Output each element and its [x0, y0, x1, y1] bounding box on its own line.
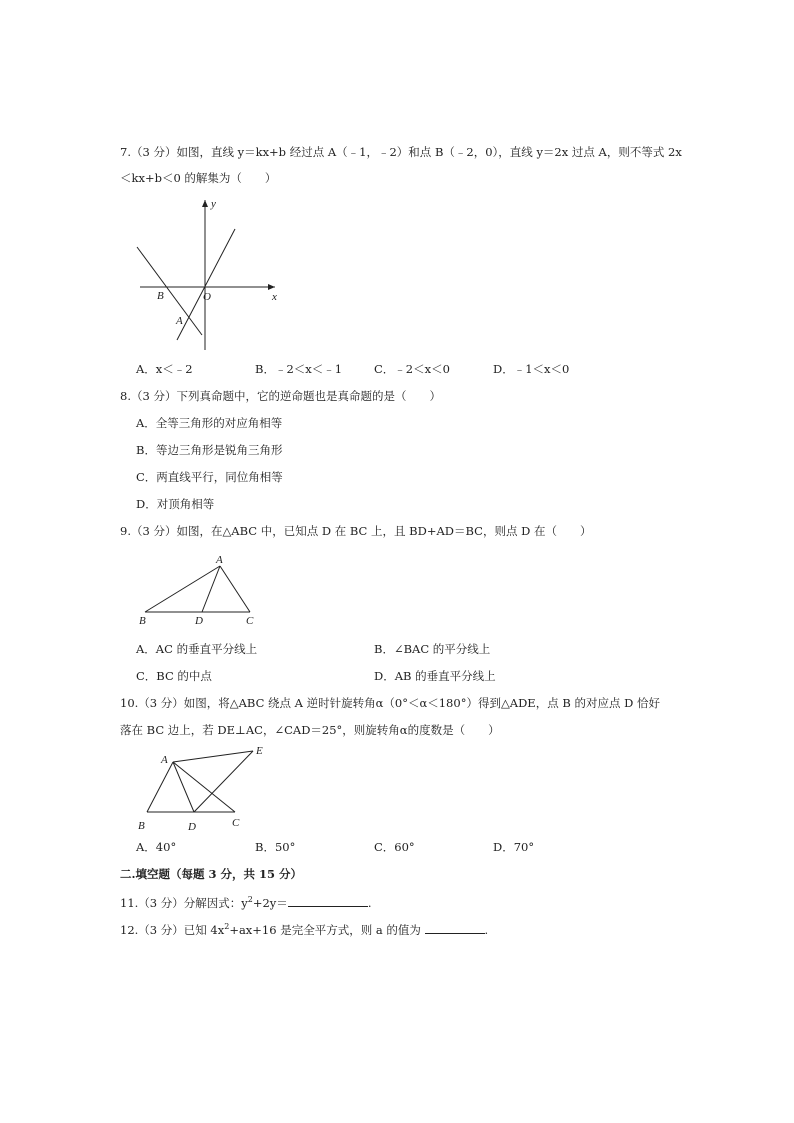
q9-option-b[interactable]: B．∠BAC 的平分线上	[374, 642, 491, 656]
q10-label-c: C	[232, 817, 240, 829]
q10-label-b: B	[138, 820, 145, 832]
q10-option-b[interactable]: B．50°	[255, 840, 296, 854]
q10-option-a[interactable]: A．40°	[136, 840, 177, 854]
q9-label-a: A	[216, 554, 223, 566]
q7-label-o: O	[203, 291, 211, 303]
q10-figure	[135, 745, 275, 835]
q10-option-c[interactable]: C．60°	[374, 840, 415, 854]
q10-stem-line2: 落在 BC 边上，若 DE⊥AC，∠CAD＝25°，则旋转角α的度数是（ ）	[120, 723, 500, 737]
q7-label-a: A	[176, 315, 183, 327]
q10-option-d[interactable]: D．70°	[493, 840, 535, 854]
q11-prefix: 11.（3 分）分解因式：y	[120, 895, 248, 910]
q7-graph	[135, 195, 295, 355]
q12-answer-blank[interactable]	[425, 921, 485, 934]
q11-mid: +2y＝	[252, 895, 288, 910]
q10-stem-line1: 10.（3 分）如图，将△ABC 绕点 A 逆时针旋转角α（0°＜α＜180°）得到△ADE，点 B 的对应点 D 恰好	[120, 696, 660, 710]
q7-stem-line1: 7.（3 分）如图，直线 y＝kx+b 经过点 A（﹣1，﹣2）和点 B（﹣2，0），直线 y＝2x 过点 A，则不等式 2x	[120, 145, 682, 159]
q8-stem: 8.（3 分）下列真命题中，它的逆命题也是真命题的是（ ）	[120, 389, 441, 403]
q9-stem: 9.（3 分）如图，在△ABC 中，已知点 D 在 BC 上，且 BD+AD＝BC，则点 D 在（ ）	[120, 524, 592, 538]
q9-triangle	[135, 552, 275, 627]
q10-label-e: E	[256, 745, 263, 757]
q9-label-b: B	[139, 615, 146, 627]
q7-label-b: B	[157, 290, 164, 302]
q8-option-d[interactable]: D．对顶角相等	[136, 497, 215, 511]
q10-label-d: D	[188, 821, 196, 833]
q12-stem	[120, 919, 488, 938]
q12-mid: +ax+16 是完全平方式，则 a 的值为	[229, 922, 425, 937]
q7-option-a[interactable]: A．x＜﹣2	[136, 362, 193, 376]
q7-option-c[interactable]: C．﹣2＜x＜0	[374, 362, 450, 376]
q9-option-c[interactable]: C．BC 的中点	[136, 669, 212, 683]
q7-label-y: y	[211, 198, 216, 210]
q9-label-d: D	[195, 615, 203, 627]
q11-answer-blank[interactable]	[288, 894, 368, 907]
q12-suffix: .	[484, 922, 489, 937]
q10-label-a: A	[161, 754, 168, 766]
q8-option-a[interactable]: A．全等三角形的对应角相等	[136, 416, 283, 430]
q9-label-c: C	[246, 615, 254, 627]
q8-option-b[interactable]: B．等边三角形是锐角三角形	[136, 443, 283, 457]
q8-option-c[interactable]: C．两直线平行，同位角相等	[136, 470, 283, 484]
q12-sup: 2	[224, 922, 230, 931]
q11-suffix: .	[367, 895, 372, 910]
q7-stem-line2: ＜kx+b＜0 的解集为（ ）	[120, 171, 277, 185]
q7-option-d[interactable]: D．﹣1＜x＜0	[493, 362, 570, 376]
q12-prefix: 12.（3 分）已知 4x	[120, 922, 225, 937]
q11-stem	[120, 892, 371, 911]
q11-sup: 2	[247, 895, 253, 904]
section-fill-in-blank-heading: 二.填空题（每题 3 分，共 15 分）	[120, 867, 303, 881]
q7-label-x: x	[272, 291, 277, 303]
q9-option-d[interactable]: D．AB 的垂直平分线上	[374, 669, 496, 683]
q9-option-a[interactable]: A．AC 的垂直平分线上	[136, 642, 258, 656]
q7-option-b[interactable]: B．﹣2＜x＜﹣1	[255, 362, 343, 376]
